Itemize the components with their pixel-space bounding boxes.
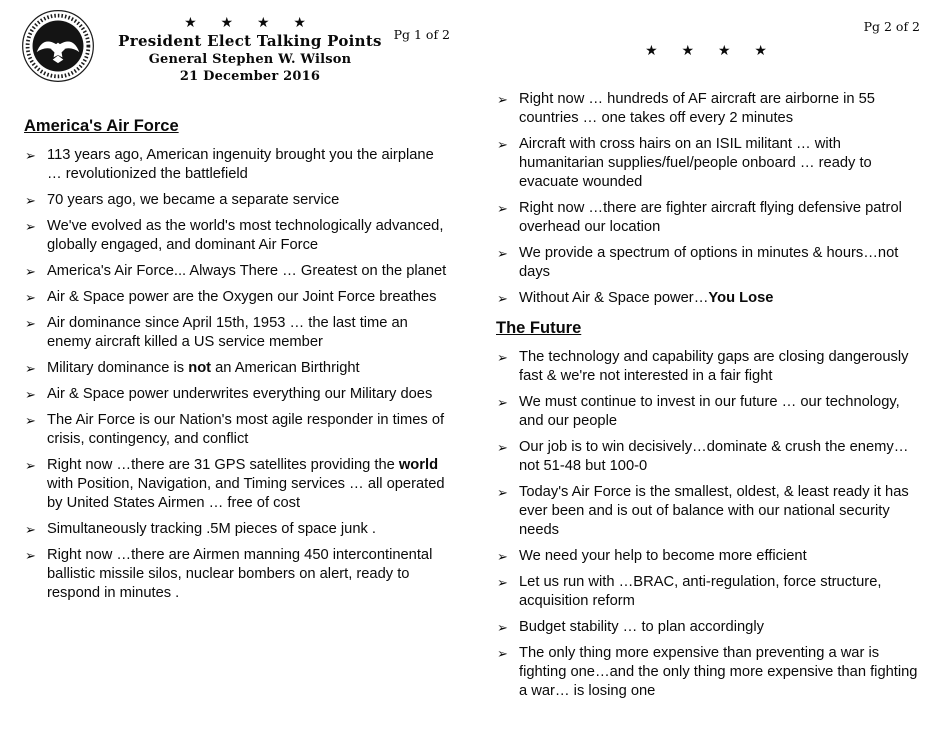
page-number-label: Pg 1 of 2 xyxy=(393,27,450,42)
bullet-arrow-icon: ➢ xyxy=(497,620,508,635)
talking-point xyxy=(496,135,928,192)
talking-point xyxy=(24,217,448,255)
document-date: 21 December 2016 xyxy=(179,69,321,84)
bullet-arrow-icon: ➢ xyxy=(25,361,36,376)
talking-point-text: Right now …there are 31 GPS satellites providing the xyxy=(47,457,399,473)
bullet-arrow-icon: ➢ xyxy=(497,646,508,661)
bullet-arrow-icon: ➢ xyxy=(25,522,36,537)
talking-point-text: Without Air & Space power… xyxy=(519,290,709,306)
bullet-arrow-icon: ➢ xyxy=(25,387,36,402)
bullet-arrow-icon: ➢ xyxy=(25,458,36,473)
talking-point-text: Right now …there are fighter aircraft flying defensive patrol overhead our location xyxy=(519,200,902,235)
bullet-arrow-icon: ➢ xyxy=(497,137,508,152)
bullet-arrow-icon: ➢ xyxy=(497,291,508,306)
document-page-2 xyxy=(474,0,948,732)
talking-point-text: The technology and capability gaps are closing dangerously fast & we're not interested in a fair fight xyxy=(519,349,909,384)
bullet-arrow-icon: ➢ xyxy=(497,92,508,107)
bullet-arrow-icon: ➢ xyxy=(497,350,508,365)
bullet-arrow-icon: ➢ xyxy=(25,264,36,279)
air-force-seal-logo xyxy=(20,8,96,84)
talking-point-text: Air & Space power underwrites everything our Military does xyxy=(47,386,433,402)
section-heading-americas-air-force: America's Air Force xyxy=(24,117,179,135)
talking-point-text: America's Air Force... Always There … Greatest on the planet xyxy=(47,263,447,279)
talking-points-list xyxy=(496,90,928,308)
bullet-arrow-icon: ➢ xyxy=(25,290,36,305)
document-header xyxy=(90,14,410,85)
talking-point xyxy=(496,438,928,476)
talking-point-text: The only thing more expensive than preventing a war is fighting one…and the only thing more expensive than fighting a war… is losing one xyxy=(519,645,918,699)
air-force-seal-icon xyxy=(20,8,96,84)
talking-point-text: 70 years ago, we became a separate service xyxy=(47,192,340,208)
talking-point-text: an American Birthright xyxy=(211,360,360,376)
talking-point xyxy=(24,456,448,513)
talking-point xyxy=(496,618,928,637)
talking-point xyxy=(496,199,928,237)
bullet-arrow-icon: ➢ xyxy=(25,413,36,428)
talking-points-list xyxy=(496,348,928,701)
talking-point xyxy=(24,359,448,378)
page-number-label: Pg 2 of 2 xyxy=(863,19,920,34)
talking-point xyxy=(24,146,448,184)
talking-point xyxy=(496,90,928,128)
talking-point-text: Budget stability … to plan accordingly xyxy=(519,619,764,635)
talking-point-text: Let us run with …BRAC, anti-regulation, force structure, acquisition reform xyxy=(519,574,882,609)
talking-point-text: We must continue to invest in our future … our technology, and our people xyxy=(519,394,900,429)
talking-point xyxy=(24,546,448,603)
bullet-arrow-icon: ➢ xyxy=(25,193,36,208)
four-stars-icon: ★ ★ ★ ★ xyxy=(184,14,316,30)
talking-point-text: with Position, Navigation, and Timing services … all operated by United States Airmen … free of cost xyxy=(47,476,445,511)
talking-point xyxy=(24,314,448,352)
talking-point-text: The Air Force is our Nation's most agile responder in times of crisis, contingency, and conflict xyxy=(47,412,445,447)
section-heading-the-future: The Future xyxy=(496,319,582,337)
talking-point xyxy=(24,520,448,539)
bullet-arrow-icon: ➢ xyxy=(497,575,508,590)
talking-point xyxy=(24,191,448,210)
talking-point xyxy=(24,288,448,307)
talking-point-text: Air & Space power are the Oxygen our Joint Force breathes xyxy=(47,289,437,305)
four-stars-icon: ★ ★ ★ ★ xyxy=(645,42,777,58)
talking-point xyxy=(496,483,928,540)
bullet-arrow-icon: ➢ xyxy=(497,485,508,500)
bullet-arrow-icon: ➢ xyxy=(25,148,36,163)
document-title: President Elect Talking Points xyxy=(118,32,382,50)
talking-point-text: Our job is to win decisively…dominate & crush the enemy…not 51-48 but 100-0 xyxy=(519,439,909,474)
talking-point xyxy=(496,644,928,701)
bullet-arrow-icon: ➢ xyxy=(497,246,508,261)
talking-point xyxy=(496,289,928,308)
talking-point xyxy=(496,393,928,431)
talking-point-text: Simultaneously tracking .5M pieces of space junk . xyxy=(47,521,376,537)
talking-point-text: We provide a spectrum of options in minutes & hours…not days xyxy=(519,245,899,280)
talking-point-text: not xyxy=(188,360,212,376)
talking-point xyxy=(496,244,928,282)
talking-point xyxy=(496,573,928,611)
talking-point xyxy=(496,348,928,386)
talking-point-text: Aircraft with cross hairs on an ISIL militant … with humanitarian supplies/fuel/people onboard … ready to evacuate wounded xyxy=(519,136,872,190)
talking-point xyxy=(24,262,448,281)
talking-point xyxy=(24,411,448,449)
bullet-arrow-icon: ➢ xyxy=(25,316,36,331)
talking-point-text: world xyxy=(398,457,439,473)
document-author: General Stephen W. Wilson xyxy=(148,52,352,67)
talking-point-text: Right now …there are Airmen manning 450 intercontinental ballistic missile silos, nuclear bombers on alert, ready to respond in minutes . xyxy=(47,547,433,601)
talking-point-text: We've evolved as the world's most technologically advanced, globally engaged, and dominant Air Force xyxy=(47,218,444,253)
talking-point-text: You Lose xyxy=(708,290,774,306)
page-1-content xyxy=(24,116,448,610)
talking-point-text: Right now … hundreds of AF aircraft are airborne in 55 countries … one takes off every 2 minutes xyxy=(519,91,875,126)
talking-point xyxy=(496,547,928,566)
talking-point-text: Military dominance is xyxy=(47,360,189,376)
talking-points-list xyxy=(24,146,448,603)
talking-point-text: Today's Air Force is the smallest, oldest, & least ready it has ever been and is out of balance with our national security needs xyxy=(519,484,909,538)
talking-point xyxy=(24,385,448,404)
bullet-arrow-icon: ➢ xyxy=(497,395,508,410)
bullet-arrow-icon: ➢ xyxy=(497,549,508,564)
talking-point-text: Air dominance since April 15th, 1953 … the last time an enemy aircraft killed a US service member xyxy=(47,315,408,350)
bullet-arrow-icon: ➢ xyxy=(25,548,36,563)
bullet-arrow-icon: ➢ xyxy=(497,440,508,455)
talking-point-text: We need your help to become more efficient xyxy=(519,548,807,564)
bullet-arrow-icon: ➢ xyxy=(497,201,508,216)
page-2-content xyxy=(496,90,928,708)
talking-point-text: 113 years ago, American ingenuity brought you the airplane … revolutionized the battlefield xyxy=(47,147,434,182)
bullet-arrow-icon: ➢ xyxy=(25,219,36,234)
